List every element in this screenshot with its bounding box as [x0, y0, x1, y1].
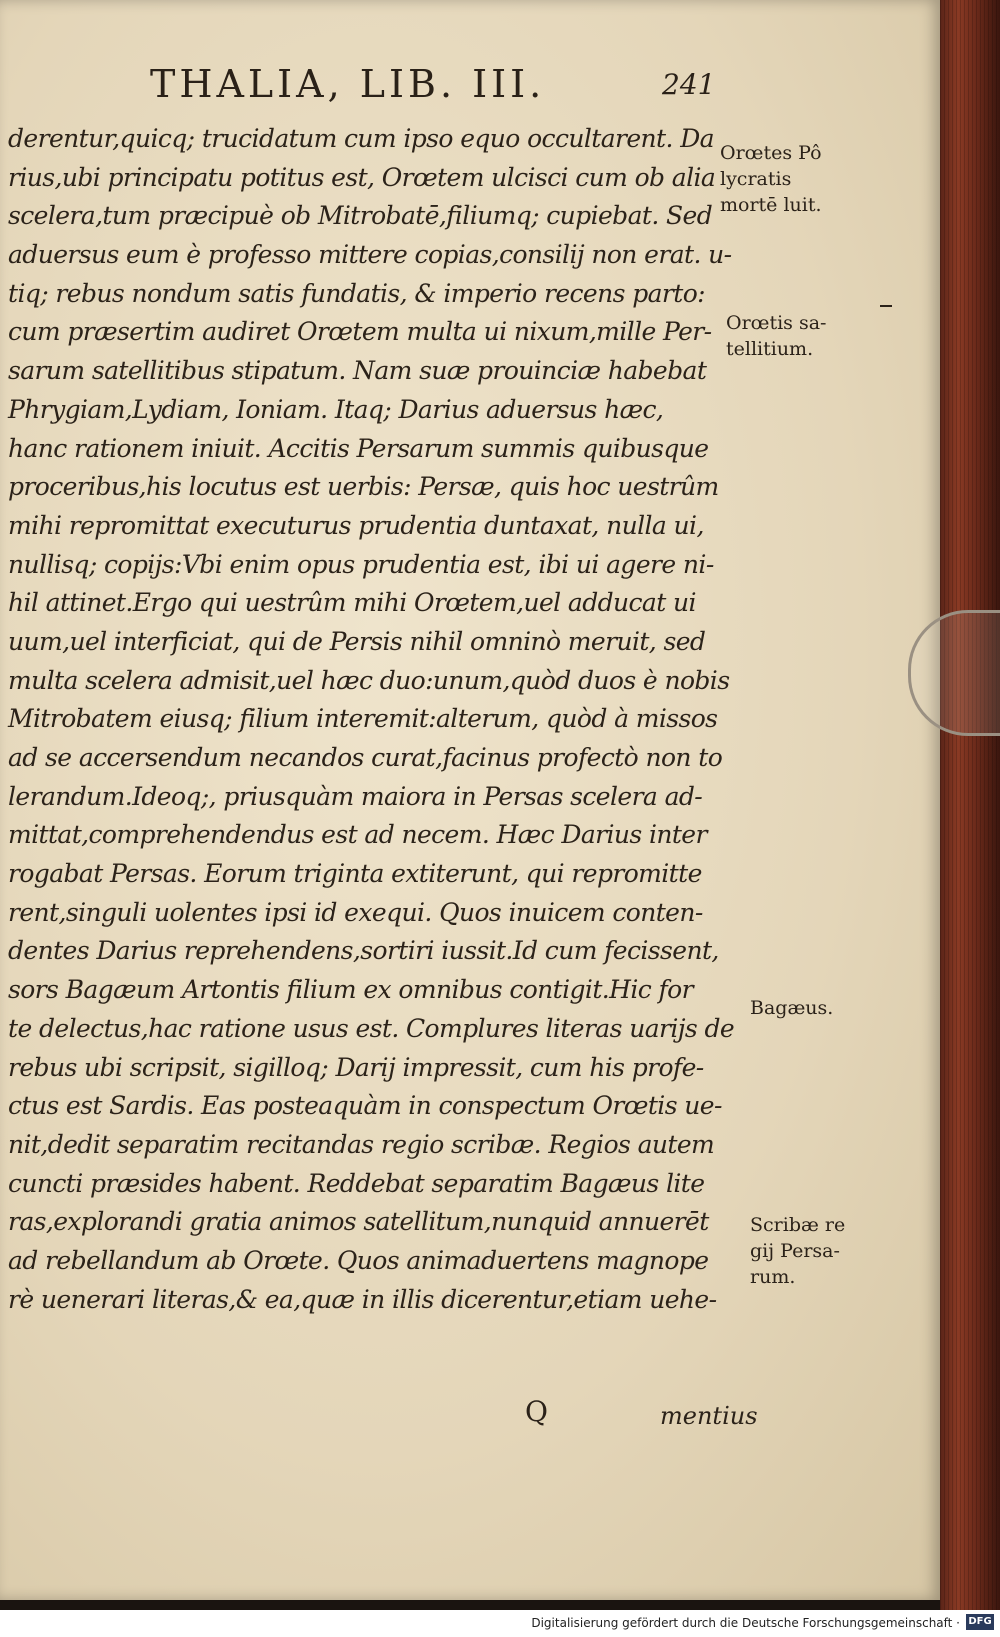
- text-line: rius,ubi principatu potitus est, Orœtem ulcisci cum ob alia: [8, 162, 716, 192]
- text-line: aduersus eum è professo mittere copias,consilij non erat. u-: [8, 240, 732, 270]
- text-line: ras,explorandi gratia animos satellitum,nunquid annuerēt: [8, 1207, 709, 1237]
- text-line: hil attinet.Ergo qui uestrûm mihi Orœtem,uel adducat ui: [8, 588, 696, 618]
- text-line: mittat,comprehendendus est ad necem. Hæc Darius inter: [8, 820, 707, 850]
- marginal-line: Orœtes Pô: [720, 142, 822, 164]
- text-line: multa scelera admisit,uel hæc duo:unum,quòd duos è nobis: [8, 665, 730, 695]
- text-line: mihi repromittat executurus prudentia duntaxat, nulla ui,: [8, 510, 704, 540]
- page-header: [150, 62, 750, 112]
- text-line: hanc rationem iniuit. Accitis Persarum summis quibusque: [8, 433, 709, 463]
- main-text-block: [8, 120, 750, 1319]
- text-line: ad rebellandum ab Orœte. Quos animaduertens magnope: [8, 1245, 709, 1275]
- text-line: cum præsertim audiret Orœtem multa ui nixum,mille Per-: [8, 317, 712, 347]
- marginal-line: rum.: [750, 1266, 796, 1288]
- marginal-line: gij Persa-: [750, 1240, 840, 1262]
- text-line: cuncti præsides habent. Reddebat separatim Bagæus lite: [8, 1168, 705, 1198]
- text-line: scelera,tum præcipuè ob Mitrobatē,filiumq; cupiebat. Sed: [8, 201, 713, 231]
- text-line: Phrygiam,Lydiam, Ioniam. Itaq; Darius aduersus hæc,: [8, 394, 664, 424]
- text-line: lerandum.Ideoq;, priusquàm maiora in Persas scelera ad-: [8, 781, 703, 811]
- text-line: rogabat Persas. Eorum triginta extiterunt, qui repromitte: [8, 859, 702, 889]
- marginal-note-scribae: [750, 1212, 845, 1290]
- digitization-footer: [0, 1610, 1000, 1637]
- marginal-note-satellitium: [726, 310, 826, 362]
- text-line: rebus ubi scripsit, sigilloq; Darij impressit, cum his profe-: [8, 1052, 704, 1082]
- text-line: Mitrobatem eiusq; filium interemit:alterum, quòd à missos: [8, 704, 718, 734]
- margin-mark: [880, 305, 892, 307]
- catchword: mentius: [660, 1402, 758, 1430]
- text-line: sors Bagæum Artontis filium ex omnibus contigit.Hic for: [8, 975, 693, 1005]
- text-line: nit,dedit separatim recitandas regio scribæ. Regios autem: [8, 1129, 715, 1159]
- marginal-line: lycratis: [720, 168, 792, 190]
- marginal-line: Scribæ re: [750, 1214, 846, 1236]
- text-line: tiq; rebus nondum satis fundatis, & imperio recens parto:: [8, 278, 705, 308]
- marginal-note-oroetes: [720, 140, 822, 218]
- dfg-logo-icon: DFG: [966, 1614, 994, 1630]
- text-line: sarum satellitibus stipatum. Nam suæ prouinciæ habebat: [8, 356, 707, 386]
- text-line: ad se accersendum necandos curat,facinus profectò non to: [8, 743, 723, 772]
- marginal-line: Bagæus.: [750, 997, 834, 1019]
- signature-mark: Q: [525, 1395, 548, 1428]
- text-line: proceribus,his locutus est uerbis: Persæ, quis hoc uestrûm: [8, 472, 719, 502]
- running-head: THALIA, LIB. III.: [150, 62, 546, 106]
- text-line: rent,singuli uolentes ipsi id exequi. Quos inuicem conten-: [8, 897, 703, 927]
- text-line: nullisq; copijs:Vbi enim opus prudentia est, ibi ui agere ni-: [8, 549, 714, 579]
- text-line: dentes Darius reprehendens,sortiri iussit.Id cum fecissent,: [8, 936, 719, 966]
- text-line: uum,uel interficiat, qui de Persis nihil omninò meruit, sed: [8, 626, 706, 656]
- page-edge-binding: [940, 0, 1000, 1610]
- marginal-line: Orœtis sa-: [726, 312, 827, 334]
- marginal-note-bagaeus: [750, 995, 833, 1021]
- marginal-line: tellitium.: [726, 338, 814, 360]
- text-line: ctus est Sardis. Eas posteaquàm in conspectum Orœtis ue-: [8, 1091, 722, 1121]
- text-line: te delectus,hac ratione usus est. Complures literas uarijs de: [8, 1013, 735, 1043]
- marginal-line: mortē luit.: [720, 194, 822, 216]
- page-number: 241: [662, 68, 716, 101]
- funding-credit: Digitalisierung gefördert durch die Deutsche Forschungsgemeinschaft ·: [531, 1616, 960, 1630]
- text-line: derentur,quicq; trucidatum cum ipso equo occultarent. Da: [8, 124, 714, 153]
- text-line: rè uenerari literas,& ea,quæ in illis dicerentur,etiam uehe-: [8, 1284, 717, 1314]
